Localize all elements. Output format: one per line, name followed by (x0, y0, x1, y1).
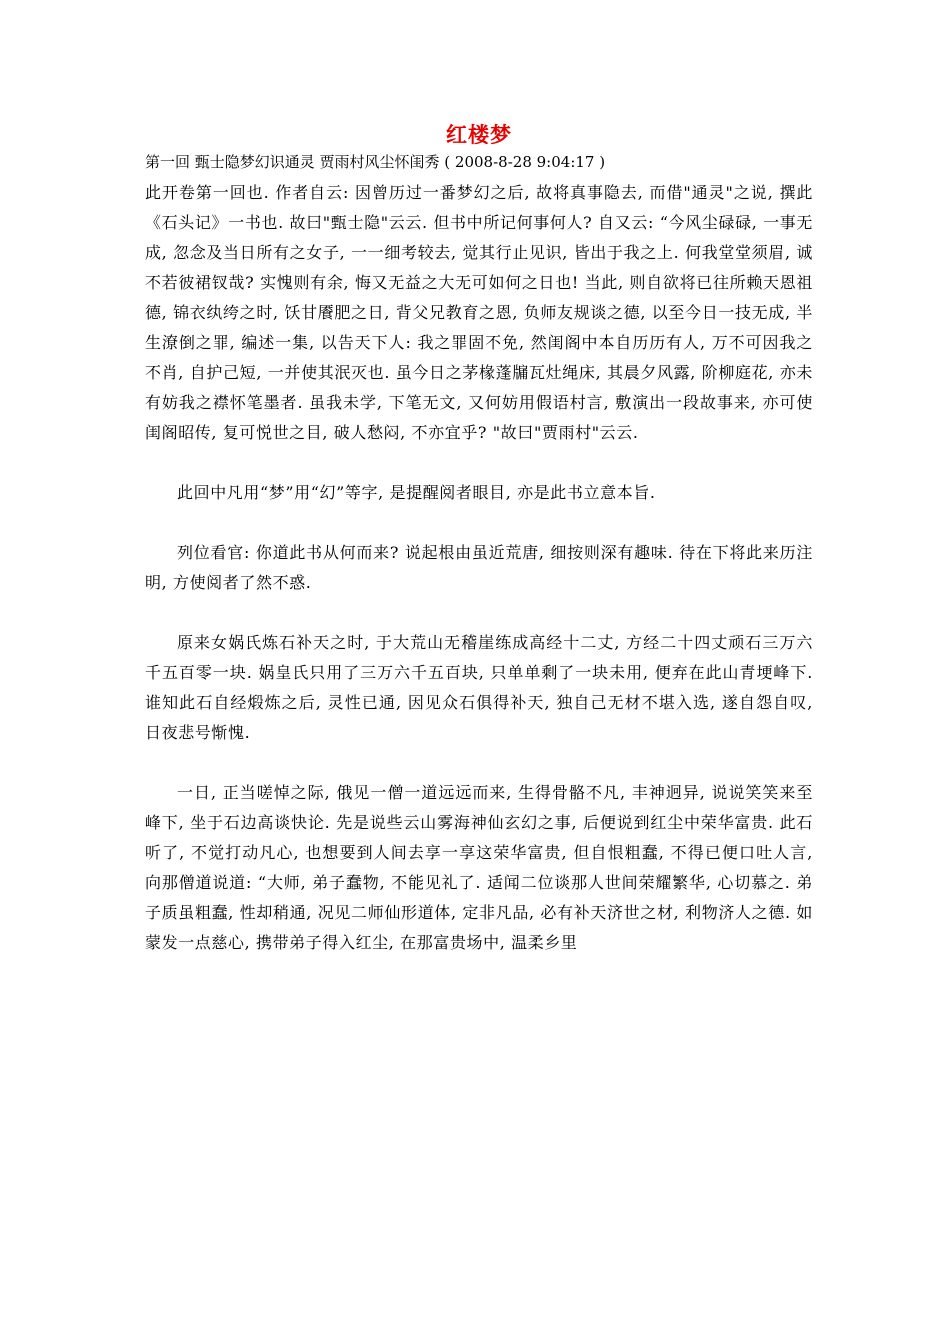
paragraph-gap (145, 748, 813, 778)
paragraph-gap (145, 448, 813, 478)
paragraph-1: 此开卷第一回也. 作者自云: 因曾历过一番梦幻之后, 故将真事隐去, 而借"通灵"之说, 撰此《石头记》一书也. 故曰"甄士隐"云云. 但书中所记何事何人? 自又云: “今风尘碌碌, 一事无成, 忽念及当日所有之女子, 一一细考较去, 觉其行止见识, 皆出于我之上. 何我堂堂须眉, 诚不若彼裙钗哉? 实愧则有余, 悔又无益之大无可如何之日也! 当此, 则自欲将已往所赖天恩祖德, 锦衣纨绔之时, 饫甘餍肥之日, 背父兄教育之恩, 负师友规谈之德, 以至今日一技无成, 半生潦倒之罪, 编述一集, 以告天下人: 我之罪固不免, 然闺阁中本自历历有人, 万不可因我之不肖, 自护己短, 一并使其泯灭也. 虽今日之茅椽蓬牖瓦灶绳床, 其晨夕风露, 阶柳庭花, 亦未有妨我之襟怀笔墨者. 虽我未学, 下笔无文, 又何妨用假语村言, 敷演出一段故事来, 亦可使闺阁昭传, 复可悦世之目, 破人愁闷, 不亦宜乎? "故曰"贾雨村"云云. (145, 183, 813, 442)
chapter-heading: 第一回 甄士隐梦幻识通灵 贾雨村风尘怀闺秀 ( 2008-8-28 9:04:17 ) (145, 153, 606, 171)
paragraph-gap (145, 598, 813, 628)
paragraph-3: 列位看官: 你道此书从何而来? 说起根由虽近荒唐, 细按则深有趣味. 待在下将此来历注明, 方使阅者了然不惑. (145, 543, 813, 592)
paragraph-2: 此回中凡用“梦”用“幻”等字, 是提醒阅者眼目, 亦是此书立意本旨. (177, 483, 656, 502)
paragraph-4: 原来女娲氏炼石补天之时, 于大荒山无稽崖练成高经十二丈, 方经二十四丈顽石三万六千五百零一块. 娲皇氏只用了三万六千五百块, 只单单剩了一块未用, 便弃在此山青埂峰下. 谁知此石自经煅炼之后, 灵性已通, 因见众石俱得补天, 独自己无材不堪入选, 遂自怨自叹, 日夜悲号惭愧. (145, 633, 813, 742)
document-title: 红楼梦 (446, 122, 512, 147)
paragraph-gap (145, 508, 813, 538)
paragraph-5: 一日, 正当嗟悼之际, 俄见一僧一道远远而来, 生得骨骼不凡, 丰神迥异, 说说笑笑来至峰下, 坐于石边高谈快论. 先是说些云山雾海神仙玄幻之事, 后便说到红尘中荣华富贵. 此石听了, 不觉打动凡心, 也想要到人间去享一享这荣华富贵, 但自恨粗蠢, 不得已便口吐人言, 向那僧道说道: “大师, 弟子蠢物, 不能见礼了. 适闻二位谈那人世间荣耀繁华, 心切慕之. 弟子质虽粗蠢, 性却稍通, 况见二师仙形道体, 定非凡品, 必有补天济世之材, 利物济人之德. 如蒙发一点慈心, 携带弟子得入红尘, 在那富贵场中, 温柔乡里 (145, 783, 813, 952)
document-page (145, 118, 813, 958)
